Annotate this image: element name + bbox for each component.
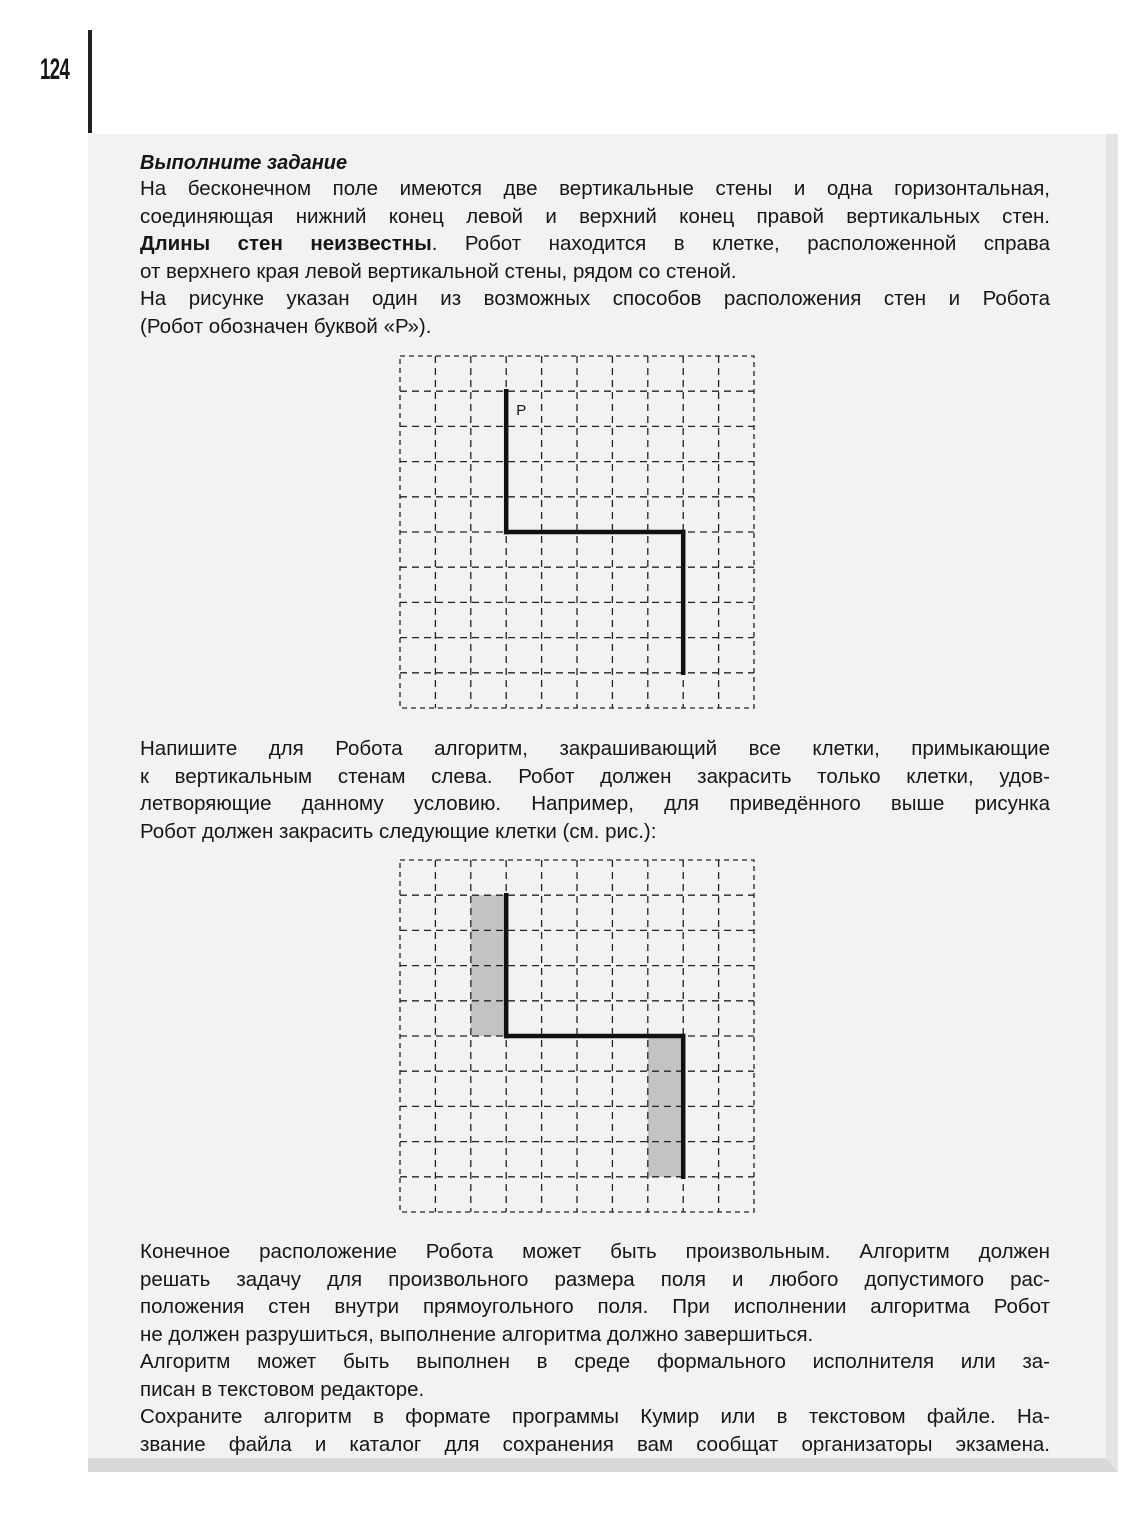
figure-field-with-robot — [392, 352, 764, 714]
page-number: 124 — [40, 53, 70, 86]
shaded-cell — [471, 895, 506, 930]
text-line: от верхнего края левой вертикальной стены, рядом со стеной. — [140, 259, 737, 283]
text-line: Алгоритм может быть выполнен в среде формального исполнителя или за- — [140, 1350, 1050, 1373]
shaded-cell — [471, 1001, 506, 1036]
text-line: Напишите для Робота алгоритм, закрашивающий все клетки, примыкающие — [140, 737, 1050, 760]
text-line: соединяющая нижний конец левой и верхний конец правой вертикальных стен. — [140, 204, 1050, 228]
text-line — [140, 230, 1050, 258]
figure-painted-cells — [392, 856, 764, 1218]
walls — [506, 391, 683, 673]
text-line: Конечное расположение Робота может быть произвольным. Алгоритм должен — [140, 1240, 1050, 1263]
robot-marker: Р — [516, 402, 527, 420]
task-instructions — [140, 735, 1050, 845]
text-line: летворяющие данному условию. Например, для приведённого выше рисунка — [140, 792, 1050, 815]
text-line: писан в текстовом редакторе. — [140, 1377, 425, 1401]
text-fragment: . Робот находится в клетке, расположенной справа — [431, 232, 1050, 255]
shaded-cell — [648, 1036, 683, 1071]
text-line: положения стен внутри прямоугольного поля. При исполнении алгоритма Робот — [140, 1295, 1050, 1318]
page-number-rule — [88, 30, 92, 133]
shaded-cell — [648, 1071, 683, 1106]
shaded-cell — [471, 930, 506, 965]
task-requirements — [140, 1238, 1050, 1458]
task-conditions — [140, 175, 1050, 340]
text-line: решать задачу для произвольного размера поля и любого допустимого рас- — [140, 1267, 1050, 1291]
text-line: Робот должен закрасить следующие клетки (см. рис.): — [140, 819, 657, 843]
text-line: звание файла и каталог для сохранения вам сообщат организаторы экзамена. — [140, 1432, 1050, 1456]
shaded-cell — [648, 1142, 683, 1177]
text-line: не должен разрушиться, выполнение алгоритма должно завершиться. — [140, 1322, 814, 1346]
text-line: Сохраните алгоритм в формате программы Кумир или в текстовом файле. На- — [140, 1405, 1050, 1428]
text-line: На рисунке указан один из возможных способов расположения стен и Робота — [140, 287, 1050, 310]
text-line: На бесконечном поле имеются две вертикальные стены и одна горизонтальная, — [140, 177, 1050, 200]
shaded-cell — [648, 1106, 683, 1141]
emphasis-text: Длины стен неизвестны — [140, 232, 432, 255]
task-heading: Выполните задание — [140, 152, 348, 174]
text-line: (Робот обозначен буквой «Р»). — [140, 314, 432, 338]
shaded-cell — [471, 966, 506, 1001]
text-line: к вертикальным стенам слева. Робот должен закрасить только клетки, удов- — [140, 764, 1050, 788]
